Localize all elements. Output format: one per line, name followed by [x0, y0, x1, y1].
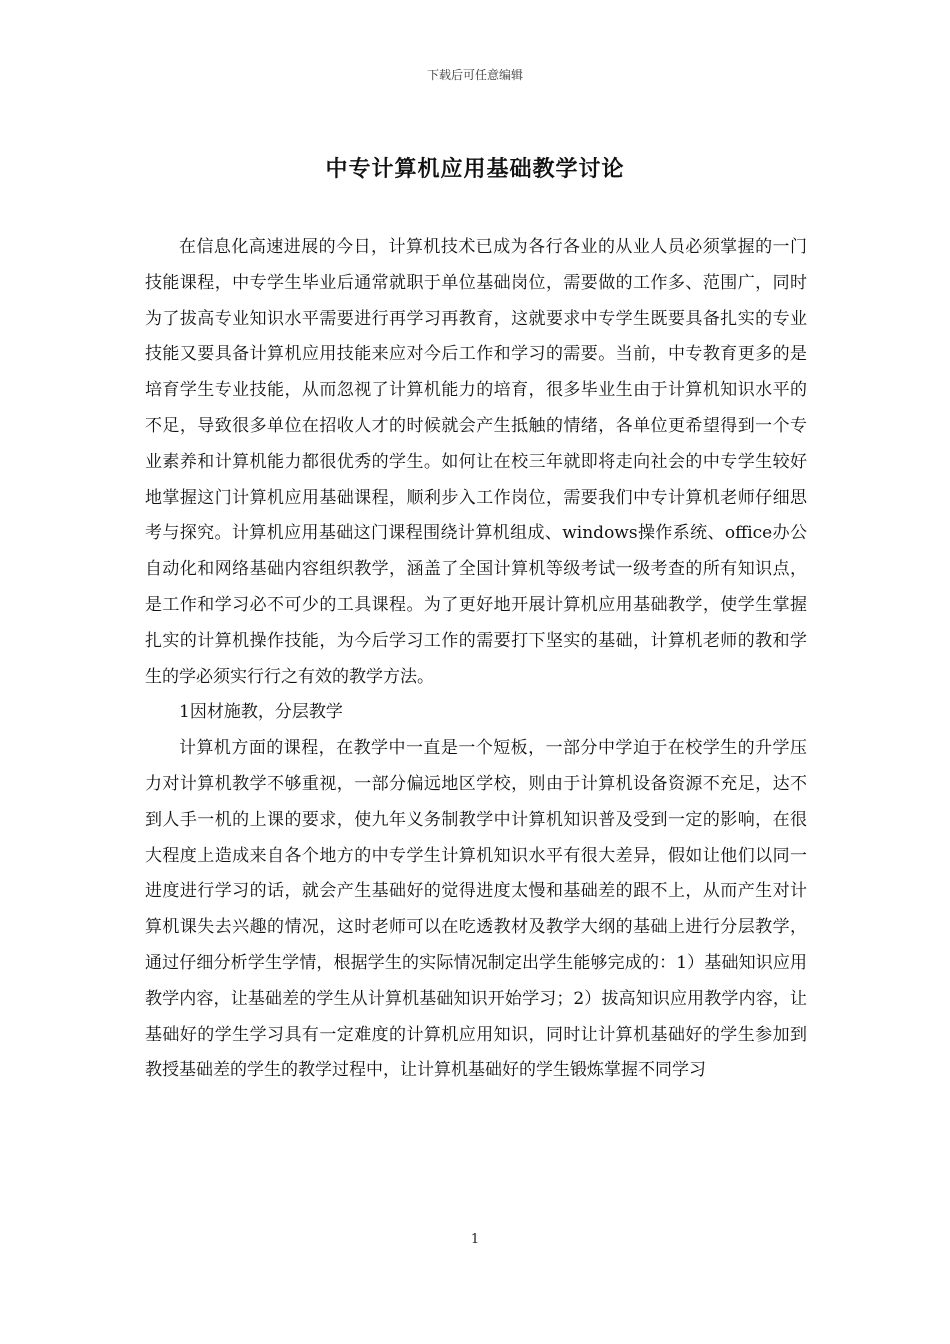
section-heading: 1因材施教，分层教学 — [179, 702, 343, 723]
page-title: 中专计算机应用基础教学讨论 — [325, 157, 625, 182]
document-body — [145, 230, 807, 1089]
page-number: 1 — [470, 1232, 480, 1247]
header-note: 下载后可任意编辑 — [426, 68, 523, 82]
section-paragraph: 计算机方面的课程，在教学中一直是一个短板，一部分中学迫于在校学生的升学压力对计算机教学不够重视，一部分偏远地区学校，则由于计算机设备资源不充足，达不到人手一机的上课的要求，使九年义务制教学中计算机知识普及受到一定的影响，在很大程度上造成来自各个地方的中专学生计算机知识水平有很大差异，假如让他们以同一进度进行学习的话，就会产生基础好的觉得进度太慢和基础差的跟不上，从而产生对计算机课失去兴趣的情况，这时老师可以在吃透教材及教学大纲的基础上进行分层教学，通过仔细分析学生学情，根据学生的实际情况制定出学生能够完成的：1）基础知识应用教学内容，让基础差的学生从计算机基础知识开始学习；2）拔高知识应用教学内容，让基础好的学生学习具有一定难度的计算机应用知识，同时让计算机基础好的学生参加到教授基础差的学生的教学过程中，让计算机基础好的学生锻炼掌握不同学习 — [145, 738, 807, 1081]
intro-paragraph: 在信息化高速进展的今日，计算机技术已成为各行各业的从业人员必须掌握的一门技能课程，中专学生毕业后通常就职于单位基础岗位，需要做的工作多、范围广，同时为了拔高专业知识水平需要进行再学习再教育，这就要求中专学生既要具备扎实的专业技能又要具备计算机应用技能来应对今后工作和学习的需要。当前，中专教育更多的是培育学生专业技能，从而忽视了计算机能力的培育，很多毕业生由于计算机知识水平的不足，导致很多单位在招收人才的时候就会产生抵触的情绪，各单位更希望得到一个专业素养和计算机能力都很优秀的学生。如何让在校三年就即将走向社会的中专学生较好地掌握这门计算机应用基础课程，顺利步入工作岗位，需要我们中专计算机老师仔细思考与探究。计算机应用基础这门课程围绕计算机组成、windows操作系统、office办公自动化和网络基础内容组织教学，涵盖了全国计算机等级考试一级考查的所有知识点，是工作和学习必不可少的工具课程。为了更好地开展计算机应用基础教学，使学生掌握扎实的计算机操作技能，为今后学习工作的需要打下坚实的基础，计算机老师的教和学生的学必须实行行之有效的教学方法。 — [145, 237, 807, 687]
